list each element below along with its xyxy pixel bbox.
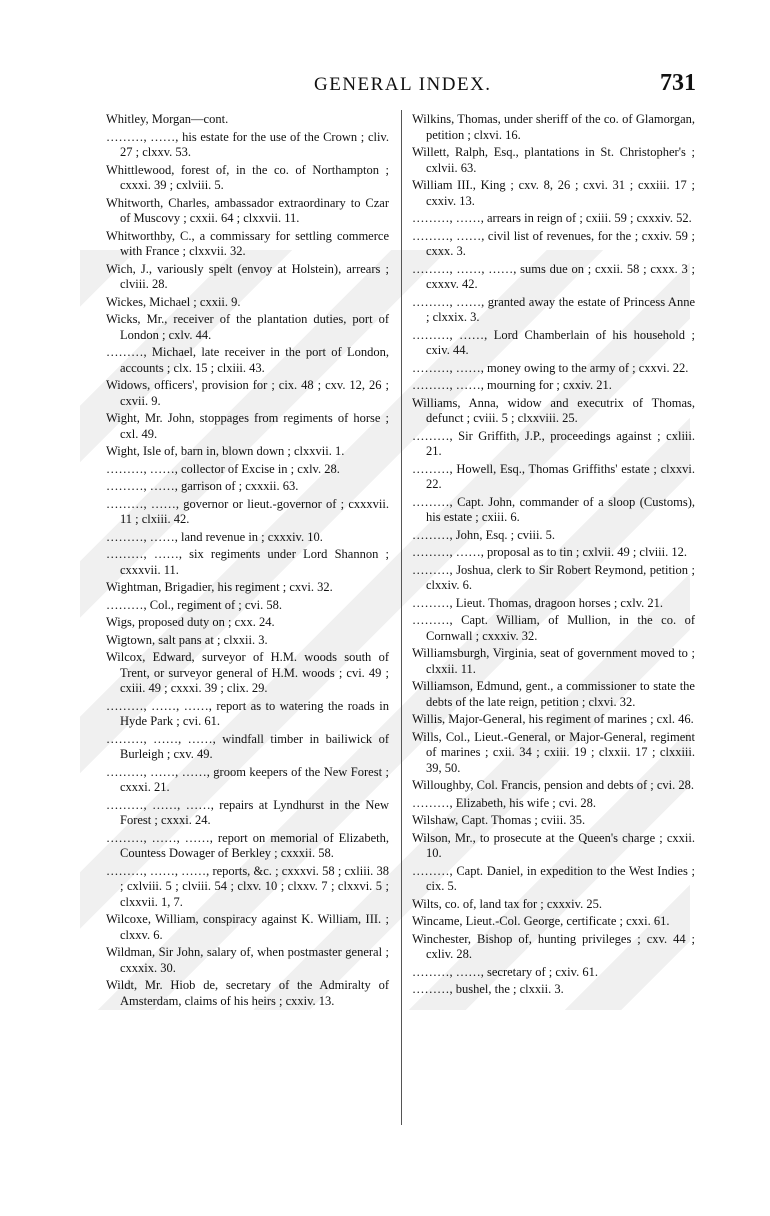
- index-entry: ………, ……, money owing to the army of ; cxxvi. 22.: [412, 360, 689, 375]
- index-entry: William III., King ; cxv. 8, 26 ; cxvi. 31 ; cxxiii. 17 ; cxxiv. 13.: [412, 178, 695, 208]
- index-entry: ………, Elizabeth, his wife ; cvi. 28.: [412, 795, 596, 810]
- index-entry: Winchester, Bishop of, hunting privileges ; cxv. 44 ; cxliv. 28.: [412, 931, 695, 961]
- index-entry: ………, ……, ……, sums due on ; cxxii. 58 ; cxxx. 3 ; cxxxv. 42.: [412, 261, 695, 291]
- index-entry: ………, ……, mourning for ; cxxiv. 21.: [412, 378, 612, 392]
- index-entry: ………, ……, ……, repairs at Lyndhurst in the New Forest ; cxxxi. 24.: [106, 797, 389, 827]
- index-entry: ………, bushel, the ; clxxii. 3.: [412, 982, 564, 996]
- index-entry: Wilshaw, Capt. Thomas ; cviii. 35.: [412, 813, 586, 827]
- index-entry: Widows, officers', provision for ; cix. 48 ; cxv. 12, 26 ; cxvii. 9.: [106, 378, 389, 408]
- index-entry: Williams, Anna, widow and executrix of Thomas, defunct ; cviii. 5 ; clxxviii. 25.: [412, 395, 695, 425]
- page-header: [106, 70, 696, 100]
- index-entry: ………, Sir Griffith, J.P., proceedings against ; cxliii. 21.: [412, 428, 695, 458]
- index-entry: ………, ……, ……, windfall timber in bailiwick of Burleigh ; cxv. 49.: [106, 731, 389, 761]
- index-entry: ………, ……, granted away the estate of Princess Anne ; clxxix. 3.: [412, 294, 695, 324]
- index-entry: ………, ……, ……, reports, &c. ; cxxxvi. 58 ; cxliii. 38 ; cxlviii. 5 ; clviii. 54 ; clxv. 10 ; clxxv. 7 ; clxxvi. 5 ; clxxvii. 1, 7.: [106, 863, 389, 909]
- index-entry: ………, ……, ……, report on memorial of Elizabeth, Countess Dowager of Berkley ; cxxxii. 58.: [106, 830, 389, 860]
- index-entry: ………, Michael, late receiver in the port of London, accounts ; clx. 15 ; clxiii. 43.: [106, 345, 389, 375]
- index-entry: Wills, Col., Lieut.-General, or Major-General, regiment of marines ; cxii. 34 ; cxiii. 19 ; clxxii. 17 ; clxxiii. 39, 50.: [412, 729, 695, 775]
- index-entry: Wight, Isle of, barn in, blown down ; clxxvii. 1.: [106, 444, 345, 458]
- index-entry: ………, ……, land revenue in ; cxxxiv. 10.: [106, 529, 323, 544]
- index-entry: ………, ……, ……, groom keepers of the New Forest ; cxxxi. 21.: [106, 764, 389, 794]
- index-entry: Wightman, Brigadier, his regiment ; cxvi. 32.: [106, 580, 333, 594]
- left-column: [106, 112, 389, 1011]
- index-entry: Wilts, co. of, land tax for ; cxxxiv. 25.: [412, 896, 602, 911]
- index-entry: Wilkins, Thomas, under sheriff of the co. of Glamorgan, petition ; clxvi. 16.: [412, 112, 695, 142]
- index-entry: Wincame, Lieut.-Col. George, certificate ; cxxi. 61.: [412, 914, 670, 928]
- index-entry: Willis, Major-General, his regiment of marines ; cxl. 46.: [412, 712, 694, 726]
- index-entry: Wigtown, salt pans at ; clxxii. 3.: [106, 632, 268, 647]
- index-entry: ………, Joshua, clerk to Sir Robert Reymond, petition ; clxxiv. 6.: [412, 562, 695, 592]
- index-entry: Wildt, Mr. Hiob de, secretary of the Admiralty of Amsterdam, claims of his heirs ; cxxiv. 13.: [106, 978, 389, 1008]
- index-entry: ………, ……, civil list of revenues, for the ; cxxiv. 59 ; cxxx. 3.: [412, 228, 695, 258]
- index-entry: ………, ……, proposal as to tin ; cxlvii. 49 ; clviii. 12.: [412, 545, 687, 559]
- index-entry: Wildman, Sir John, salary of, when postmaster general ; cxxxix. 30.: [106, 945, 389, 975]
- index-entry: ………, Howell, Esq., Thomas Griffiths' estate ; clxxvi. 22.: [412, 461, 695, 491]
- index-entry: Whitley, Morgan—cont.: [106, 112, 229, 126]
- index-entry: ………, ……, collector of Excise in ; cxlv. 28.: [106, 461, 340, 476]
- right-column: [412, 112, 695, 1000]
- index-entry: Williamson, Edmund, gent., a commissioner to state the debts of the late reign, petition ; clxvi. 32.: [412, 679, 695, 709]
- index-entry: ………, ……, ……, report as to watering the roads in Hyde Park ; cvi. 61.: [106, 698, 389, 728]
- index-entry: Whittlewood, forest of, in the co. of Northampton ; cxxxi. 39 ; cxlviii. 5.: [106, 162, 389, 192]
- index-entry: ………, ……, six regiments under Lord Shannon ; cxxxvii. 11.: [106, 547, 389, 577]
- index-entry: Wight, Mr. John, stoppages from regiments of horse ; cxl. 49.: [106, 411, 389, 441]
- index-entry: Williamsburgh, Virginia, seat of government moved to ; clxxii. 11.: [412, 646, 695, 676]
- index-entry: ………, ……, governor or lieut.-governor of ; cxxxvii. 11 ; clxiii. 42.: [106, 496, 389, 526]
- index-entry: Wigs, proposed duty on ; cxx. 24.: [106, 615, 275, 629]
- index-entry: Willoughby, Col. Francis, pension and debts of ; cvi. 28.: [412, 778, 694, 792]
- index-entry: ………, John, Esq. ; cviii. 5.: [412, 527, 556, 542]
- index-entry: Wilson, Mr., to prosecute at the Queen's charge ; cxxii. 10.: [412, 830, 695, 860]
- index-entry: ………, Lieut. Thomas, dragoon horses ; cxlv. 21.: [412, 595, 664, 610]
- index-entry: ………, ……, arrears in reign of ; cxiii. 59 ; cxxxiv. 52.: [412, 211, 692, 225]
- index-entry: ………, Capt. Daniel, in expedition to the West Indies ; cix. 5.: [412, 863, 695, 893]
- index-entry: Willett, Ralph, Esq., plantations in St. Christopher's ; cxlvii. 63.: [412, 145, 695, 175]
- index-entry: Wich, J., variously spelt (envoy at Holstein), arrears ; clviii. 28.: [106, 261, 389, 291]
- index-entry: ………, Capt. John, commander of a sloop (Customs), his estate ; cxiii. 6.: [412, 494, 695, 524]
- page-title: GENERAL INDEX.: [314, 74, 492, 95]
- index-entry: ………, ……, his estate for the use of the Crown ; cliv. 27 ; clxxv. 53.: [106, 129, 389, 159]
- index-entry: Wilcox, Edward, surveyor of H.M. woods south of Trent, or surveyor general of H.M. woods ; cvi. 49 ; cxiii. 49 ; cxxxi. 39 ; clix. 29.: [106, 650, 389, 695]
- index-entry: Whitworthby, C., a commissary for settling commerce with France ; clxxvii. 32.: [106, 228, 389, 258]
- index-entry: Wicks, Mr., receiver of the plantation duties, port of London ; cxlv. 44.: [106, 312, 389, 342]
- column-divider: [401, 110, 402, 1125]
- index-entry: Whitworth, Charles, ambassador extraordinary to Czar of Muscovy ; cxxii. 64 ; clxxvii. 11.: [106, 195, 389, 225]
- index-entry: Wickes, Michael ; cxxii. 9.: [106, 294, 241, 309]
- index-entry: ………, ……, garrison of ; cxxxii. 63.: [106, 479, 299, 493]
- index-entry: ………, ……, secretary of ; cxiv. 61.: [412, 964, 598, 979]
- page-number: 731: [660, 70, 696, 96]
- index-entry: ………, Col., regiment of ; cvi. 58.: [106, 597, 283, 612]
- index-entry: ………, ……, Lord Chamberlain of his household ; cxiv. 44.: [412, 327, 695, 357]
- index-entry: ………, Capt. William, of Mullion, in the co. of Cornwall ; cxxxiv. 32.: [412, 613, 695, 643]
- index-entry: Wilcoxe, William, conspiracy against K. William, III. ; clxxv. 6.: [106, 912, 389, 942]
